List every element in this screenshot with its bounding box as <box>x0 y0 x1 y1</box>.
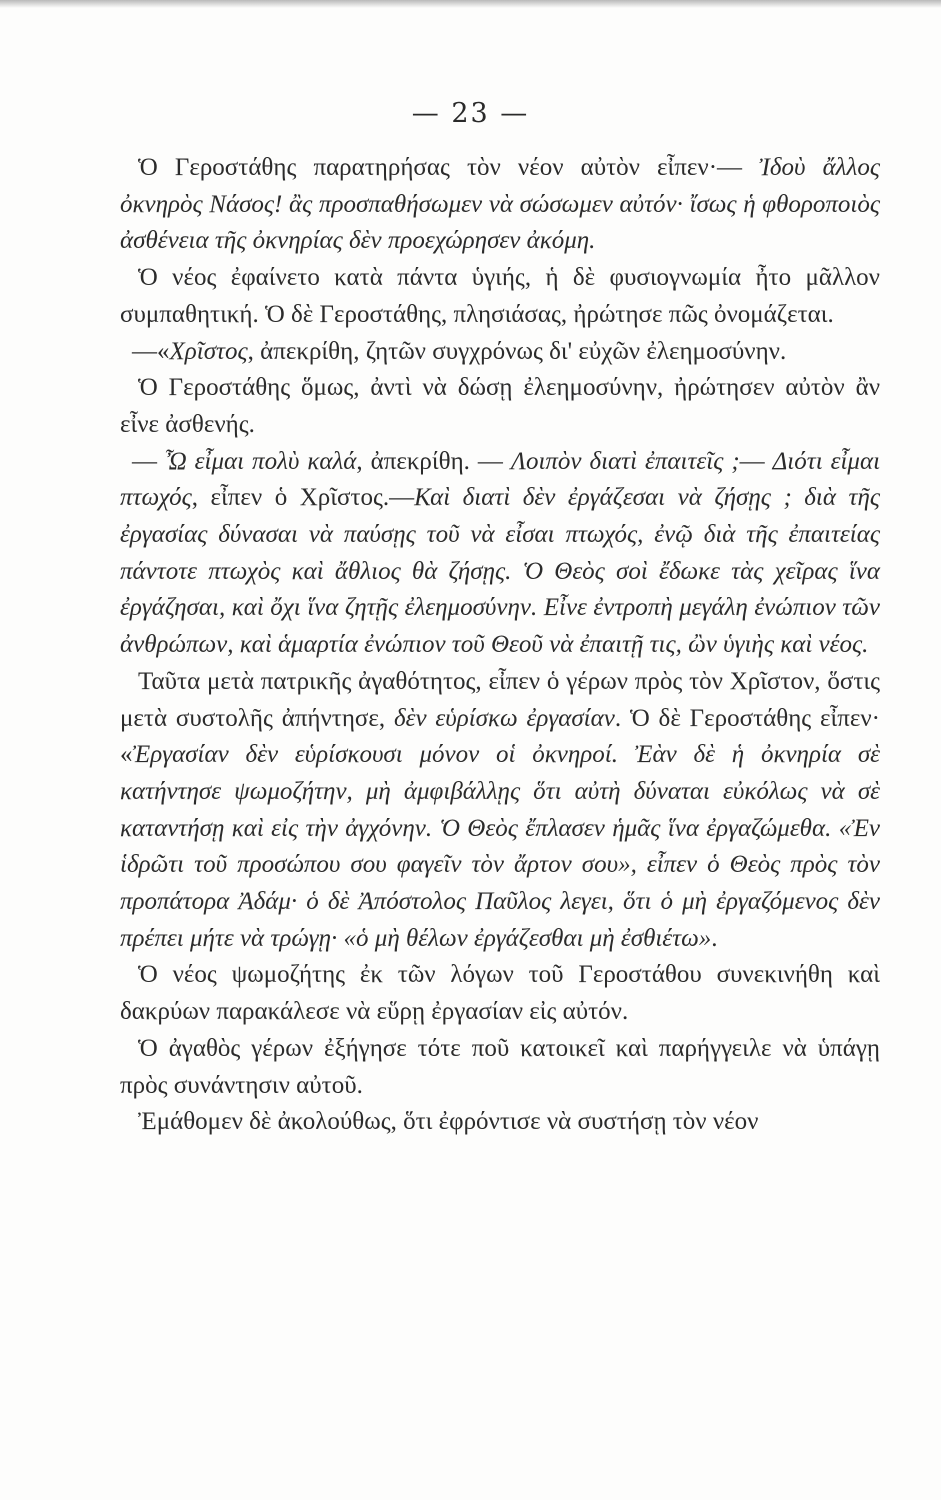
text-run: Ταῦτα μετὰ πατρικῆς ἀγαθότητος, εἶπεν ὁ γέρων πρὸς τὸν Χρῖστον, ὅστις μετὰ συστολῆς ἀπήντησε, <box>120 667 880 732</box>
paragraph <box>120 1031 880 1104</box>
text-run: . <box>711 924 718 952</box>
text-run: —« <box>132 337 170 365</box>
page-number: — 23 — <box>411 98 530 129</box>
text-run: — <box>132 447 165 475</box>
paragraph <box>120 957 880 1030</box>
text-run: Ὁ Γεροστάθης ὅμως, ἀντὶ νὰ δώσῃ ἐλεημοσύνην, ἠρώτησεν αὐτὸν ἂν εἶνε ἀσθενής. <box>120 374 880 438</box>
italic-text-run: Λοιπὸν διατὶ ἐπαιτεῖς ; <box>510 447 740 475</box>
text-run: , ἀπεκρίθη. — <box>356 447 511 475</box>
text-run: Ὁ νέος ἐφαίνετο κατὰ πάντα ὑγιής, ἡ δὲ φυσιογνωμία ἦτο μᾶλλον συμπαθητική. Ὁ δὲ Γεροστάθης, πλησιάσας, ἠρώτησε πῶς ὀνομάζεται. <box>120 264 880 328</box>
text-run: Ὁ νέος ψωμοζήτης ἐκ τῶν λόγων τοῦ Γεροστάθου συνεκινήθη καὶ δακρύων παρακάλεσε νὰ εὕρῃ ἐργασίαν εἰς αὐτόν. <box>120 961 880 1026</box>
paragraph <box>120 1104 880 1141</box>
text-run: , ἀπεκρίθη, ζητῶν συγχρόνως δι' εὐχῶν ἐλεημοσύνην. <box>247 337 787 365</box>
paragraph <box>120 150 880 260</box>
paragraph <box>120 444 880 664</box>
scan-top-shadow <box>0 0 941 8</box>
italic-text-run: δὲν εὑρίσκω ἐργασίαν <box>394 704 615 732</box>
text-run: Ὁ ἀγαθὸς γέρων ἐξήγησε τότε ποῦ κατοικεῖ καὶ παρήγγειλε νὰ ὑπάγῃ πρὸς συνάντησιν αὐτοῦ. <box>120 1034 880 1099</box>
paragraph <box>120 664 880 958</box>
italic-text-run: Διότι εἶμαι πτωχός <box>120 447 881 512</box>
text-run: Ἐμάθομεν δὲ ἀκολούθως, ὅτι ἐφρόντισε νὰ συστήσῃ τὸν νέον <box>138 1108 759 1136</box>
body-text <box>120 150 880 1141</box>
paragraph <box>120 334 880 371</box>
text-run: , εἶπεν ὁ Χρῖστος.— <box>191 484 415 512</box>
text-run: . Ὁ δὲ Γεροστάθης εἶπεν· « <box>120 704 880 769</box>
italic-text-run: Ἐργασίαν δὲν εὑρίσκουσι μόνον οἱ ὀκνηροί. Ἐὰν δὲ ἡ ὀκνηρία σὲ κατήντησε ψωμοζήτην, μὴ ἀμφιβάλλῃς ὅτι αὐτὴ δύναται εὐκόλως νὰ σὲ καταντήσῃ καὶ εἰς τὴν ἀγχόνην. Ὁ Θεὸς ἔπλασεν ἡμᾶς ἵνα ἐργαζώμεθα. «Ἐν ἱδρῶτι τοῦ προσώπου σου φαγεῖν τὸν ἄρτον σου», εἶπεν ὁ Θεὸς πρὸς τὸν προπάτορα Ἀδάμ· ὁ δὲ Ἀπόστολος Παῦλος λεγει, ὅτι ὁ μὴ ἐργαζόμενος δὲν πρέπει μήτε νὰ τρώγῃ· «ὁ μὴ θέλων ἐργάζεσθαι μὴ ἐσθιέτω» <box>120 741 880 952</box>
italic-text-run: Χρῖστος <box>169 337 248 365</box>
text-run: Ὁ Γεροστάθης παρατηρήσας τὸν νέον αὐτὸν εἶπεν·— <box>138 154 760 181</box>
paragraph <box>120 370 880 443</box>
italic-text-run: Ὦ εἶμαι πολὺ καλά <box>164 447 357 475</box>
text-run: — <box>739 447 773 475</box>
italic-text-run: Καὶ διατὶ δὲν ἐργάζεσαι νὰ ζήσῃς ; διὰ τῆς ἐργασίας δύνασαι νὰ παύσῃς τοῦ νὰ εἶσαι πτωχός, ἐνῷ διὰ τῆς ἐπαιτείας πάντοτε πτωχὸς καὶ ἄθλιος θὰ ζήσῃς. Ὁ Θεὸς σοὶ ἔδωκε τὰς χεῖρας ἵνα ἐργάζησαι, καὶ ὄχι ἵνα ζητῇς ἐλεημοσύνην. Εἶνε ἐντροπὴ μεγάλη ἐνώπιον τῶν ἀνθρώπων, καὶ ἁμαρτία ἐνώπιον τοῦ Θεοῦ νὰ ἐπαιτῇ τις, ὢν ὑγιὴς καὶ νέος. <box>120 484 880 659</box>
italic-text-run: Ἰδοὺ ἄλλος ὀκνηρὸς Νάσος! ἂς προσπαθήσωμεν νὰ σώσωμεν αὐτόν· ἴσως ἡ φθοροποιὸς ἀσθένεια τῆς ὀκνηρίας δὲν προεχώρησεν ἀκόμη. <box>120 154 880 255</box>
paragraph <box>120 260 880 333</box>
